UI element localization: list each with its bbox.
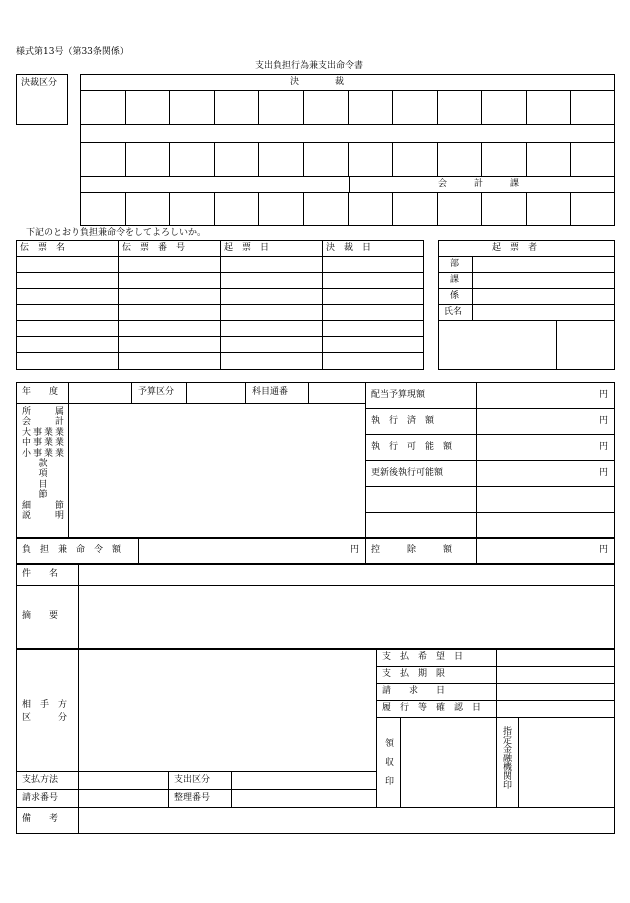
- kaikei-label: 会 計 課: [438, 179, 520, 189]
- classification-line: 目: [38, 479, 48, 490]
- executable-label: 執 行 可 能 額: [371, 442, 453, 452]
- summary-label: 摘 要: [22, 611, 59, 621]
- approval-category-label: 決裁区分: [21, 78, 58, 88]
- classification-line: 小事業業: [22, 448, 64, 459]
- approval-grid-line: [570, 90, 571, 124]
- account-code-label: 科目通番: [252, 387, 289, 397]
- approval-grid-line: [258, 142, 259, 176]
- yen-unit: 円: [599, 416, 609, 426]
- classification-line: 会 計: [22, 417, 64, 428]
- slip-table-row-line: [16, 288, 424, 289]
- approval-grid-line: [258, 192, 259, 226]
- approval-grid-line: [437, 192, 438, 226]
- fiscal-year-label: 年 度: [22, 387, 59, 397]
- updated-executable-label: 更新後執行可能額: [371, 468, 444, 478]
- slip-table-row-line: [16, 336, 424, 337]
- payment-category-label: 支出区分: [174, 775, 211, 785]
- payee-category-label: 相 手 方 区 分: [22, 700, 68, 723]
- classification-line: 細 節: [22, 500, 64, 511]
- drafter-section: 課: [450, 275, 460, 285]
- approval-grid-line: [392, 192, 393, 226]
- classification-line: 所 属: [22, 407, 64, 417]
- executed-label: 執 行 済 額: [371, 416, 435, 426]
- claim-number-label: 請求番号: [22, 793, 59, 803]
- desired-date-label: 支 払 希 望 日: [382, 652, 464, 662]
- approval-grid-line: [169, 142, 170, 176]
- approval-grid-line: [392, 90, 393, 124]
- approval-grid-line: [570, 192, 571, 226]
- yen-unit: 円: [599, 390, 609, 400]
- budget-category-label: 予算区分: [138, 387, 175, 397]
- approval-grid-line: [481, 142, 482, 176]
- approval-grid-line: [303, 90, 304, 124]
- classification-line: 項: [38, 469, 48, 480]
- approval-grid-line: [125, 192, 126, 226]
- ref-number-label: 整理番号: [174, 793, 211, 803]
- approval-grid-line: [214, 192, 215, 226]
- approval-grid-line: [437, 90, 438, 124]
- approval-grid-line: [348, 90, 349, 124]
- slip-header-approval-date: 決 裁 日: [326, 243, 372, 253]
- approval-grid-line: [214, 90, 215, 124]
- drafter-dept: 部: [450, 259, 460, 269]
- deadline-label: 支 払 期 限: [382, 669, 446, 679]
- classification-line: 大事業業: [22, 427, 64, 438]
- approval-grid-line: [526, 90, 527, 124]
- slip-table-row-line: [16, 352, 424, 353]
- payment-method-label: 支払方法: [22, 775, 59, 785]
- kessai-label: 決 裁: [290, 77, 345, 87]
- approval-grid-line: [481, 90, 482, 124]
- approval-grid-line: [348, 192, 349, 226]
- slip-header-number: 伝 票 番 号: [122, 243, 186, 253]
- subject-summary-block: [16, 564, 615, 649]
- claim-date-label: 請 求 日: [382, 686, 446, 696]
- slip-table-row-line: [16, 256, 424, 257]
- receipt-seal-label: 領収印: [383, 738, 393, 795]
- form-title: 支出負担行為兼支出命令書: [255, 61, 364, 71]
- approval-grid-line: [169, 90, 170, 124]
- yen-unit: 円: [350, 545, 360, 555]
- classification-line: 節: [38, 490, 48, 501]
- form-number: 様式第13号（第33条関係）: [16, 47, 129, 57]
- classification-line: 中事業業: [22, 438, 64, 449]
- approval-grid-line: [303, 142, 304, 176]
- slip-table-row-line: [16, 272, 424, 273]
- yen-unit: 円: [599, 545, 609, 555]
- approval-grid-line: [303, 192, 304, 226]
- classification-line: 説 明: [22, 511, 64, 522]
- approval-grid-line: [214, 142, 215, 176]
- approval-grid-line: [437, 142, 438, 176]
- bank-seal-label: 指定金融機関印: [501, 726, 511, 789]
- slip-table-row-line: [16, 320, 424, 321]
- deduction-label: 控 除 額: [371, 545, 453, 555]
- slip-header-name: 伝 票 名: [20, 243, 66, 253]
- approval-grid-line: [125, 90, 126, 124]
- approval-grid-line: [526, 192, 527, 226]
- confirm-date-label: 履 行 等 確 認 日: [382, 703, 482, 713]
- approval-grid-line: [125, 142, 126, 176]
- approval-category-box: [16, 74, 68, 125]
- approval-grid-line: [169, 192, 170, 226]
- yen-unit: 円: [599, 468, 609, 478]
- drafter-header: 起 票 者: [492, 243, 538, 253]
- approval-grid-line: [526, 142, 527, 176]
- remarks-label: 備 考: [22, 814, 59, 824]
- approval-grid-line: [481, 192, 482, 226]
- approval-grid-line: [348, 142, 349, 176]
- drafter-table: [438, 240, 615, 370]
- slip-table-row-line: [16, 304, 424, 305]
- approval-grid-line: [570, 142, 571, 176]
- yen-unit: 円: [599, 442, 609, 452]
- drafter-name: 氏名: [444, 307, 463, 317]
- approval-grid-line: [258, 90, 259, 124]
- drafter-unit: 係: [450, 291, 460, 301]
- approval-grid-line: [392, 142, 393, 176]
- classification-list: [22, 407, 64, 521]
- order-amount-label: 負 担 兼 命 令 額: [22, 545, 122, 555]
- request-text: 下記のとおり負担兼命令をしてよろしいか。: [26, 228, 207, 238]
- classification-line: 款: [38, 459, 48, 470]
- allotment-label: 配当予算現額: [371, 390, 426, 400]
- subject-label: 件 名: [22, 569, 59, 579]
- slip-header-draft-date: 起 票 日: [224, 243, 270, 253]
